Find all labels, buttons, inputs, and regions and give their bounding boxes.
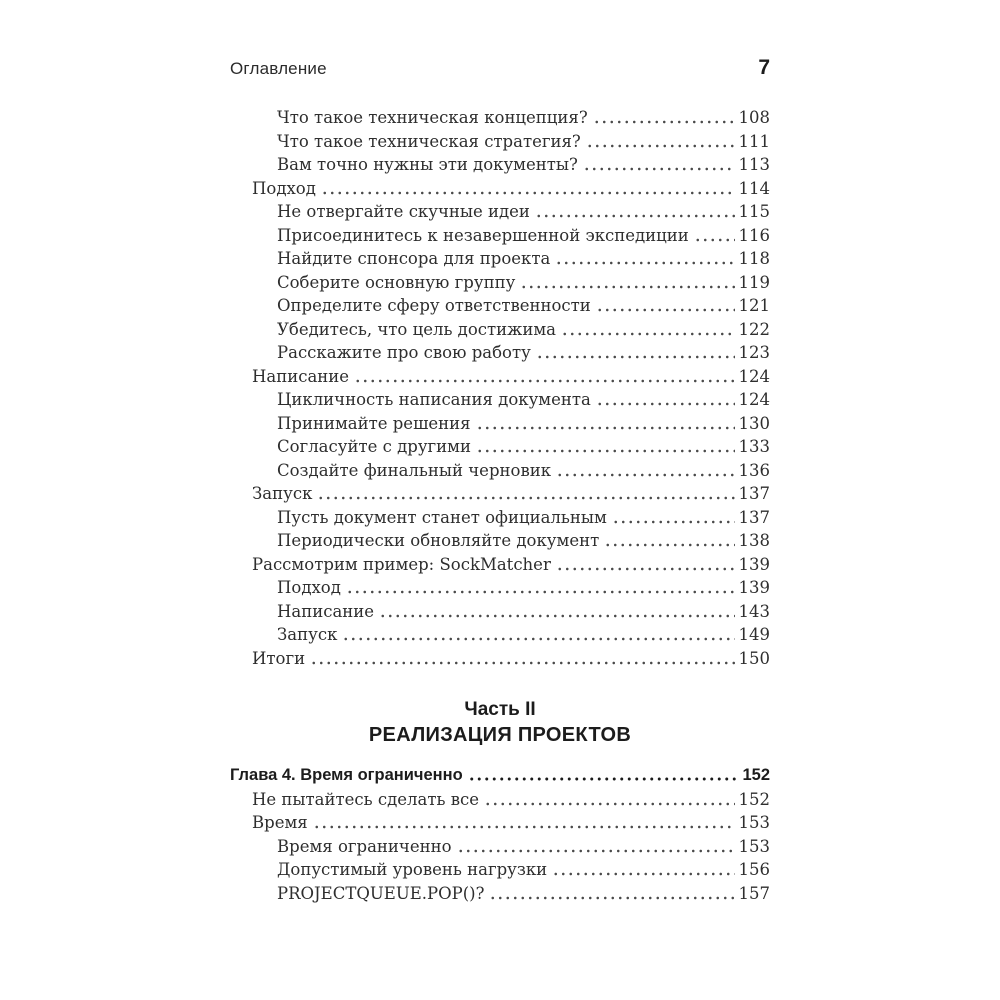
toc-entry-page: 116 bbox=[738, 225, 770, 245]
toc-entry bbox=[230, 858, 770, 882]
toc-entry-page: 114 bbox=[738, 178, 770, 198]
toc-entry bbox=[230, 294, 770, 318]
toc-entry bbox=[230, 764, 770, 788]
toc-entry bbox=[230, 482, 770, 506]
dot-leader bbox=[520, 271, 734, 295]
toc-entry bbox=[230, 388, 770, 412]
toc-entry bbox=[230, 224, 770, 248]
toc-entry bbox=[230, 835, 770, 859]
dot-leader bbox=[593, 106, 735, 130]
toc-entry bbox=[230, 341, 770, 365]
dot-leader bbox=[457, 835, 735, 859]
toc-entry-title: Найдите спонсора для проекта bbox=[277, 249, 551, 268]
toc-entry-title: Не пытайтесь сделать все bbox=[252, 789, 479, 809]
toc-entry bbox=[230, 153, 770, 177]
toc-entry-title: Глава 4. Время ограниченно bbox=[230, 766, 463, 784]
toc-entry-page: 152 bbox=[742, 766, 770, 784]
dot-leader bbox=[612, 506, 735, 530]
dot-leader bbox=[583, 153, 735, 177]
toc-entry bbox=[230, 882, 770, 906]
toc-entry bbox=[230, 435, 770, 459]
toc-entry-title: Что такое техническая стратегия? bbox=[277, 131, 581, 151]
toc-entry bbox=[230, 412, 770, 436]
toc-entry-page: 143 bbox=[738, 601, 770, 621]
running-head bbox=[230, 56, 770, 80]
toc-entry-title: Итоги bbox=[252, 648, 306, 668]
dot-leader bbox=[596, 294, 735, 318]
dot-leader bbox=[379, 600, 734, 624]
toc-entry-page: 119 bbox=[738, 272, 770, 292]
toc-entry-page: 115 bbox=[738, 202, 770, 221]
dot-leader bbox=[317, 482, 734, 506]
toc-entry-page: 136 bbox=[738, 460, 770, 480]
page-content bbox=[230, 56, 770, 905]
dot-leader bbox=[468, 764, 736, 788]
toc-entry-page: 122 bbox=[738, 319, 770, 339]
toc-entry bbox=[230, 553, 770, 577]
toc-entry bbox=[230, 576, 770, 600]
toc-entry-page: 156 bbox=[738, 860, 770, 879]
dot-leader bbox=[555, 247, 734, 271]
toc-entry bbox=[230, 623, 770, 647]
toc-entry-page: 137 bbox=[738, 484, 770, 503]
toc-entry-title: PROJECTQUEUE.POP()? bbox=[277, 883, 485, 903]
toc-entry-page: 121 bbox=[738, 296, 770, 315]
toc-entry-page: 113 bbox=[738, 155, 770, 174]
dot-leader bbox=[536, 341, 735, 365]
toc-entry-title: Подход bbox=[252, 178, 316, 198]
toc-entry-title: Запуск bbox=[252, 484, 313, 503]
toc-entry-page: 118 bbox=[738, 249, 770, 268]
toc-entry bbox=[230, 459, 770, 483]
toc-entry-title: Время ограниченно bbox=[277, 836, 452, 856]
toc-section-chapter-3 bbox=[230, 106, 770, 670]
dot-leader bbox=[346, 576, 735, 600]
dot-leader bbox=[489, 882, 734, 906]
dot-leader bbox=[484, 788, 735, 812]
toc-entry-title: Определите сферу ответственности bbox=[277, 296, 591, 315]
toc-entry-page: 153 bbox=[738, 836, 770, 856]
toc-entry bbox=[230, 600, 770, 624]
toc-entry-page: 152 bbox=[738, 789, 770, 809]
toc-entry-title: Присоединитесь к незавершенной экспедиции bbox=[277, 225, 689, 245]
toc-entry-page: 111 bbox=[738, 131, 770, 151]
toc-entry bbox=[230, 529, 770, 553]
dot-leader bbox=[310, 647, 734, 671]
toc-entry-page: 124 bbox=[738, 366, 770, 386]
toc-entry-title: Время bbox=[252, 813, 308, 832]
dot-leader bbox=[561, 318, 735, 342]
page-number: 7 bbox=[758, 56, 770, 79]
toc-entry bbox=[230, 811, 770, 835]
dot-leader bbox=[556, 459, 734, 483]
dot-leader bbox=[586, 130, 735, 154]
toc-entry-title: Создайте финальный черновик bbox=[277, 460, 552, 480]
toc-entry bbox=[230, 365, 770, 389]
toc-entry-page: 137 bbox=[738, 507, 770, 527]
toc-entry bbox=[230, 318, 770, 342]
running-head-title: Оглавление bbox=[230, 59, 327, 78]
toc-entry-title: Пусть документ станет официальным bbox=[277, 507, 607, 527]
toc-entry-title: Рассмотрим пример: SockMatcher bbox=[252, 554, 551, 574]
toc-entry bbox=[230, 271, 770, 295]
toc-entry-title: Цикличность написания документа bbox=[277, 390, 591, 409]
dot-leader bbox=[596, 388, 735, 412]
toc-entry-title: Не отвергайте скучные идеи bbox=[277, 202, 530, 221]
toc-entry-page: 108 bbox=[738, 108, 770, 127]
toc-entry-title: Написание bbox=[252, 366, 350, 386]
toc-entry-title: Что такое техническая концепция? bbox=[277, 108, 588, 127]
toc-entry bbox=[230, 506, 770, 530]
toc-entry-page: 149 bbox=[738, 625, 770, 644]
part-number: Часть II bbox=[464, 699, 536, 720]
toc-entry bbox=[230, 788, 770, 812]
toc-entry-page: 139 bbox=[738, 578, 770, 597]
dot-leader bbox=[313, 811, 735, 835]
toc-entry bbox=[230, 247, 770, 271]
toc-entry bbox=[230, 130, 770, 154]
dot-leader bbox=[354, 365, 734, 389]
dot-leader bbox=[535, 200, 735, 224]
toc-entry bbox=[230, 647, 770, 671]
dot-leader bbox=[476, 412, 735, 436]
toc-entry bbox=[230, 177, 770, 201]
toc-entry-page: 150 bbox=[738, 648, 770, 668]
toc-entry-title: Допустимый уровень нагрузки bbox=[277, 860, 548, 879]
dot-leader bbox=[604, 529, 734, 553]
dot-leader bbox=[476, 435, 735, 459]
toc-entry-page: 130 bbox=[738, 413, 770, 433]
toc-entry-page: 124 bbox=[738, 390, 770, 409]
dot-leader bbox=[342, 623, 734, 647]
dot-leader bbox=[694, 224, 735, 248]
toc-entry-page: 139 bbox=[738, 554, 770, 574]
toc-entry-page: 123 bbox=[738, 343, 770, 362]
toc-section-part-2 bbox=[230, 764, 770, 905]
toc-entry bbox=[230, 200, 770, 224]
dot-leader bbox=[321, 177, 735, 201]
toc-entry-title: Написание bbox=[277, 601, 375, 621]
toc-entry-page: 153 bbox=[738, 813, 770, 832]
dot-leader bbox=[552, 858, 734, 882]
dot-leader bbox=[556, 553, 735, 577]
toc-entry-title: Расскажите про свою работу bbox=[277, 343, 531, 362]
toc-entry-title: Согласуйте с другими bbox=[277, 437, 471, 456]
toc-entry-title: Вам точно нужны эти документы? bbox=[277, 155, 578, 174]
part-heading bbox=[230, 698, 770, 748]
toc-entry-page: 138 bbox=[738, 531, 770, 550]
toc-entry-title: Запуск bbox=[277, 625, 338, 644]
toc-entry-page: 157 bbox=[738, 883, 770, 903]
toc-entry-page: 133 bbox=[738, 437, 770, 456]
toc-entry-title: Принимайте решения bbox=[277, 413, 471, 433]
toc-entry-title: Подход bbox=[277, 578, 341, 597]
toc-entry-title: Соберите основную группу bbox=[277, 272, 516, 292]
toc-entry-title: Периодически обновляйте документ bbox=[277, 531, 600, 550]
part-title: РЕАЛИЗАЦИЯ ПРОЕКТОВ bbox=[368, 724, 632, 746]
toc-entry bbox=[230, 106, 770, 130]
toc-entry-title: Убедитесь, что цель достижима bbox=[277, 319, 556, 339]
